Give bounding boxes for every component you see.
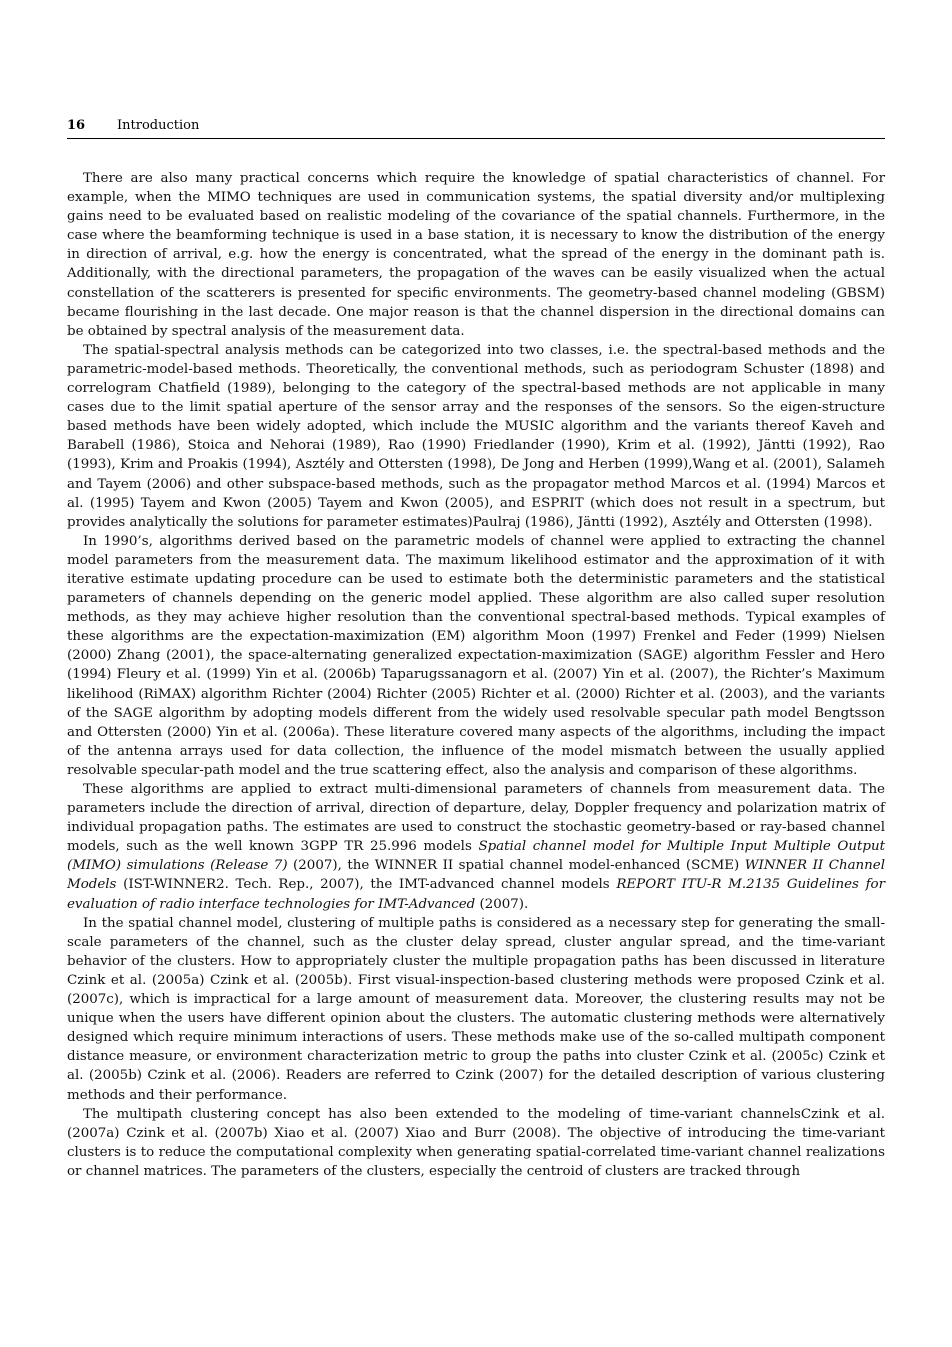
- paragraph-4-citation-title-3: REPORT ITU-R M.2135 Guidelines for evaluation of radio interface technologies for IMT-Advanced: [67, 877, 885, 912]
- paragraph-1: There are also many practical concerns which require the knowledge of spatial characteristics of channel. For example, when the MIMO techniques are used in communication systems, the spatial diversity and/or multiplexing gains need to be evaluated based on realistic modeling of the covariance of the spatial channels. Furthermore, in the case where the beamforming technique is used in a base station, it is necessary to know the distribution of the energy in direction of arrival, e.g. how the energy is concentrated, what the spread of the energy in the dominant path is. Additionally, with the directional parameters, the propagation of the waves can be easily visualized when the actual constellation of the scatterers is presented for specific environments. The geometry-based channel modeling (GBSM) became flourishing in the last decade. One major reason is that the channel dispersion in the directional domains can be obtained by spectral analysis of the measurement data.: [67, 171, 885, 339]
- paragraph-4-text-2: (2007), the WINNER II spatial channel model-enhanced (SCME): [287, 858, 745, 874]
- paragraph-4-text-3: (IST-WINNER2. Tech. Rep., 2007), the IMT-advanced channel models: [116, 877, 617, 893]
- paragraph-3: In 1990’s, algorithms derived based on the parametric models of channel were applied to extracting the channel model parameters from the measurement data. The maximum likelihood estimator and the approximation of it with iterative estimate updating procedure can be used to estimate both the deterministic parameters and the statistical parameters of channels depending on the generic model applied. These algorithm are also called super resolution methods, as they may achieve higher resolution than the conventional spectral-based methods. Typical examples of these algorithms are the expectation-maximization (EM) algorithm Moon (1997) Frenkel and Feder (1999) Nielsen (2000) Zhang (2001), the space-alternating generalized expectation-maximization (SAGE) algorithm Fessler and Hero (1994) Fleury et al. (1999) Yin et al. (2006b) Taparugssanagorn et al. (2007) Yin et al. (2007), the Richter’s Maximum likelihood (RiMAX) algorithm Richter (2004) Richter (2005) Richter et al. (2000) Richter et al. (2003), and the variants of the SAGE algorithm by adopting models different from the widely used resolvable specular path model Bengtsson and Ottersten (2000) Yin et al. (2006a). These literature covered many aspects of the algorithms, including the impact of the antenna arrays used for data collection, the influence of the model mismatch between the usually applied resolvable specular-path model and the true scattering effect, also the analysis and comparison of these algorithms.: [67, 533, 885, 778]
- paragraph-4-text-1: These algorithms are applied to extract multi-dimensional parameters of channels from measurement data. The parameters include the direction of arrival, direction of departure, delay, Doppler frequency and polarization matrix of individual propagation paths. The estimates are used to construct the stochastic geometry-based or ray-based channel models, such as the well known 3GPP TR 25.996 models: [67, 782, 885, 855]
- page-number: 16: [67, 118, 86, 133]
- paragraph-4: [67, 780, 885, 914]
- body-text: [67, 169, 885, 1181]
- paragraph-4-citation-title-1: Spatial channel model for Multiple Input Multiple Output (MIMO) simulations (Release 7): [67, 839, 885, 874]
- paragraph-6: The multipath clustering concept has also been extended to the modeling of time-variant channelsCzink et al. (2007a) Czink et al. (2007b) Xiao et al. (2007) Xiao and Burr (2008). The objective of introducing the time-variant clusters is to reduce the computational complexity when generating spatial-correlated time-variant channel realizations or channel matrices. The parameters of the clusters, especially the centroid of clusters are tracked through: [67, 1106, 885, 1179]
- paragraph-2: The spatial-spectral analysis methods can be categorized into two classes, i.e. the spectral-based methods and the parametric-model-based methods. Theoretically, the conventional methods, such as periodogram Schuster (1898) and correlogram Chatfield (1989), belonging to the category of the spectral-based methods are not applicable in many cases due to the limit spatial aperture of the sensor array and the responses of the sensors. So the eigen-structure based methods have been widely adopted, which include the MUSIC algorithm and the variants thereof Kaveh and Barabell (1986), Stoica and Nehorai (1989), Rao (1990) Friedlander (1990), Krim et al. (1992), Jäntti (1992), Rao (1993), Krim and Proakis (1994), Asztély and Ottersten (1998), De Jong and Herben (1999),Wang et al. (2001), Salameh and Tayem (2006) and other subspace-based methods, such as the propagator method Marcos et al. (1994) Marcos et al. (1995) Tayem and Kwon (2005) Tayem and Kwon (2005), and ESPRIT (which does not result in a spectrum, but provides analytically the solutions for parameter estimates)Paulraj (1986), Jäntti (1992), Asztély and Ottersten (1998).: [67, 342, 885, 530]
- paragraph-5: In the spatial channel model, clustering of multiple paths is considered as a necessary step for generating the small-scale parameters of the channel, such as the cluster delay spread, cluster angular spread, and the time-variant behavior of the clusters. How to appropriately cluster the multiple propagation paths has been discussed in literature Czink et al. (2005a) Czink et al. (2005b). First visual-inspection-based clustering methods were proposed Czink et al. (2007c), which is impractical for a large amount of measurement data. Moreover, the clustering results may not be unique when the users have different opinion about the clusters. The automatic clustering methods were alternatively designed which require minimum interactions of users. These methods make use of the so-called multipath component distance measure, or environment characterization metric to group the paths into cluster Czink et al. (2005c) Czink et al. (2005b) Czink et al. (2006). Readers are referred to Czink (2007) for the detailed description of various clustering methods and their performance.: [67, 915, 885, 1103]
- chapter-title: Introduction: [117, 118, 200, 133]
- running-head: [67, 118, 885, 139]
- paragraph-4-citation-title-2: WINNER II Channel Models: [67, 858, 886, 893]
- paragraph-4-text-4: (2007).: [475, 896, 529, 912]
